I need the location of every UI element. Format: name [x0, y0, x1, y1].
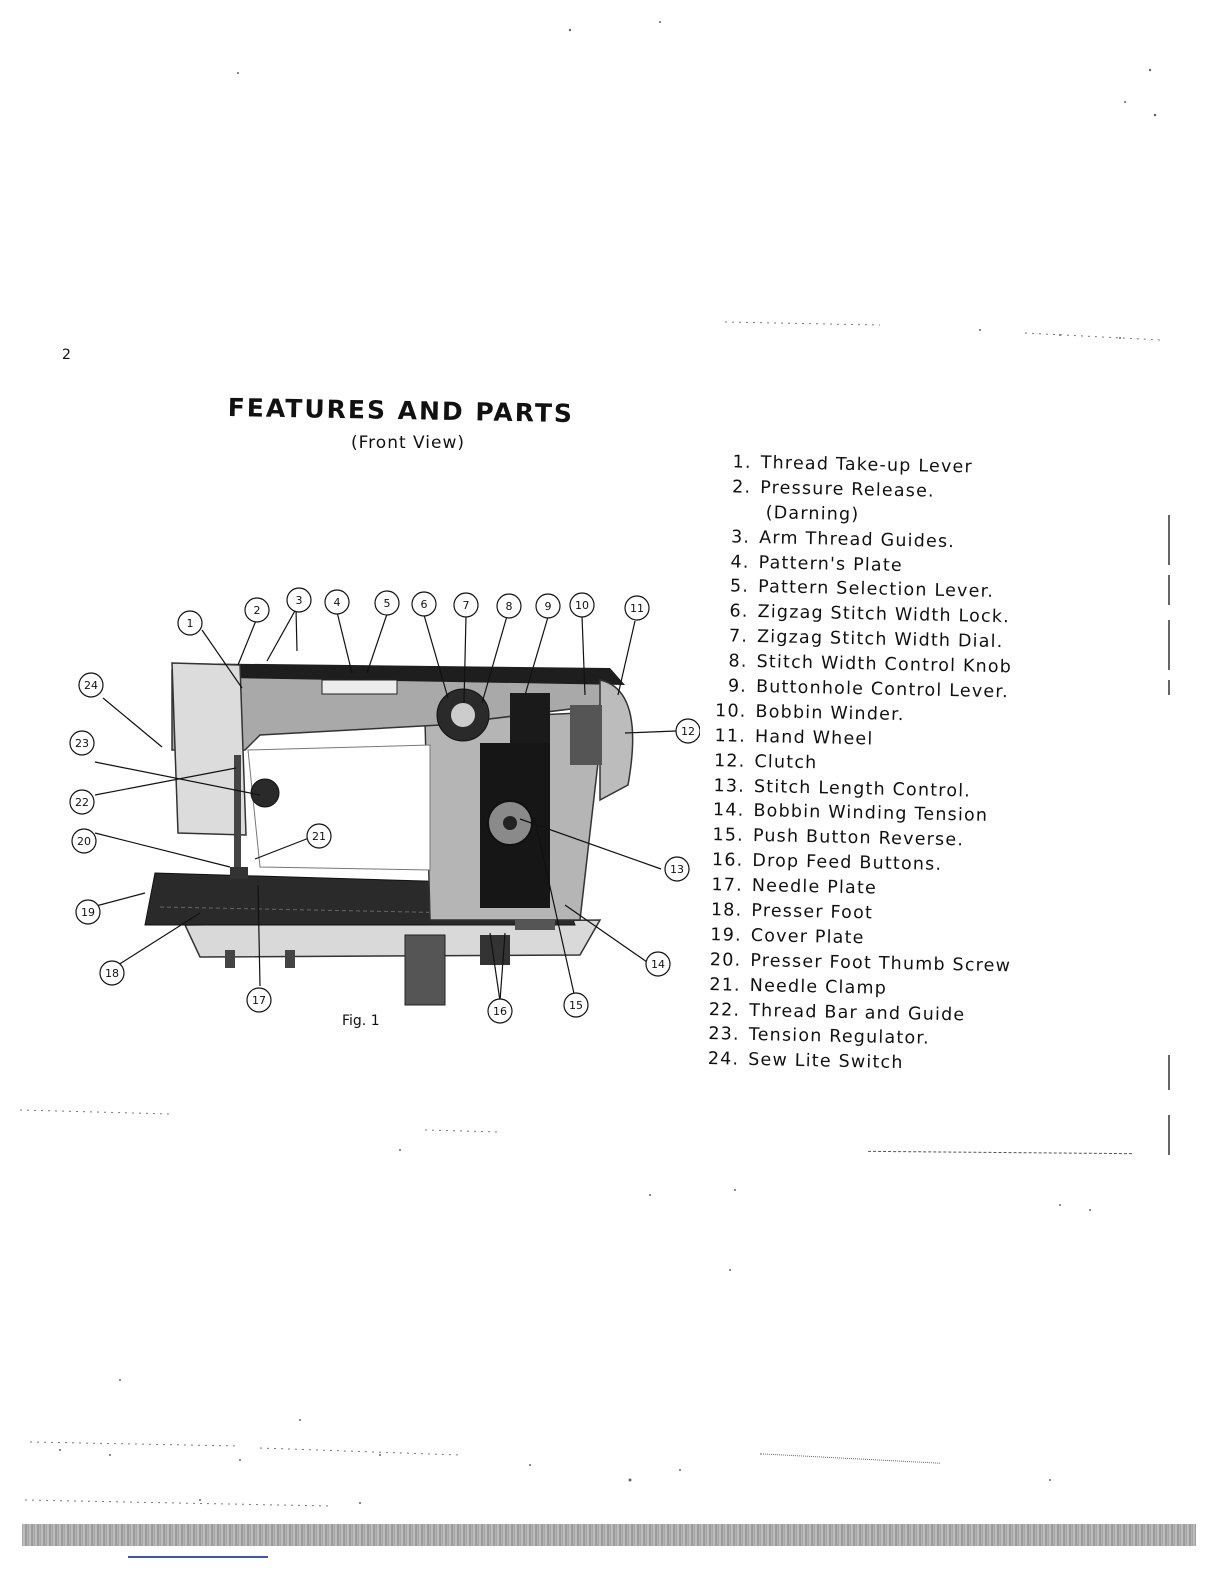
part-number: 11.: [714, 725, 747, 747]
callout-label-8: 8: [505, 600, 513, 613]
part-number: 2.: [731, 477, 752, 498]
part-number: 12.: [713, 750, 746, 772]
part-label: Needle Clamp: [749, 975, 888, 999]
page-number: 2: [62, 347, 71, 363]
callout-label-3: 3: [295, 594, 303, 607]
callout-label-6: 6: [420, 598, 428, 611]
part-label: Clutch: [754, 751, 818, 773]
part-label: Tension Regulator.: [748, 1025, 931, 1050]
part-label: Zigzag Stitch Width Dial.: [756, 627, 1004, 653]
part-number: 23.: [708, 1024, 740, 1046]
scan-edge-line: [128, 1556, 268, 1558]
part-label: Arm Thread Guides.: [758, 527, 956, 552]
part-label: Presser Foot Thumb Screw: [750, 950, 1012, 977]
callout-label-10: 10: [575, 599, 589, 612]
part-number: 6.: [729, 601, 749, 623]
callout-label-12: 12: [681, 725, 695, 738]
callout-label-13: 13: [670, 863, 684, 876]
part-number: 19.: [710, 924, 743, 946]
callout-label-19: 19: [81, 906, 95, 919]
part-number: 10.: [714, 701, 747, 722]
part-number: 9.: [727, 676, 748, 697]
scan-edge-band: [22, 1524, 1196, 1546]
part-label: Stitch Width Control Knob: [756, 652, 1013, 678]
part-sublabel: (Darning): [765, 502, 860, 525]
page-subtitle: (Front View): [351, 433, 466, 453]
callout-label-21: 21: [312, 830, 326, 843]
callout-label-11: 11: [630, 602, 644, 615]
part-label: Push Button Reverse.: [752, 826, 965, 851]
callout-label-7: 7: [462, 599, 470, 612]
part-label: Pattern's Plate: [758, 552, 904, 576]
callout-label-22: 22: [75, 796, 89, 809]
callout-label-2: 2: [253, 604, 261, 617]
margin-marks: [1164, 515, 1174, 1155]
callout-label-24: 24: [84, 679, 98, 692]
part-number: 8.: [728, 651, 748, 672]
part-number: 21.: [709, 974, 742, 996]
callout-label-16: 16: [493, 1005, 507, 1018]
callout-label-23: 23: [75, 737, 89, 750]
part-label: Pressure Release.: [760, 477, 936, 502]
part-number: 20.: [709, 949, 742, 971]
callout-label-17: 17: [252, 994, 266, 1007]
part-label: Bobbin Winder.: [755, 701, 905, 725]
part-label: Hand Wheel: [754, 726, 874, 750]
part-number: 14.: [712, 800, 745, 822]
part-number: 16.: [711, 850, 744, 871]
part-number: 1.: [732, 452, 752, 473]
callout-label-18: 18: [105, 967, 119, 980]
part-label: Needle Plate: [751, 876, 878, 899]
part-number: 4.: [730, 551, 750, 573]
callout-label-5: 5: [383, 597, 391, 610]
part-label: Buttonhole Control Lever.: [755, 676, 1010, 703]
part-label: Stitch Length Control.: [753, 776, 972, 802]
part-number: 24.: [707, 1049, 740, 1071]
figure-caption: Fig. 1: [342, 1013, 380, 1029]
part-number: 5.: [729, 576, 750, 598]
callout-label-9: 9: [544, 600, 552, 613]
part-label: Thread Take-up Lever: [760, 453, 974, 478]
part-number: 17.: [711, 875, 744, 896]
part-number: 7.: [728, 626, 749, 648]
part-label: Presser Foot: [751, 900, 874, 924]
part-number: 3.: [730, 527, 751, 548]
part-label: Drop Feed Buttons.: [752, 851, 943, 876]
part-label: Bobbin Winding Tension: [753, 801, 989, 827]
part-label: Pattern Selection Lever.: [757, 577, 995, 603]
part-label: Sew Lite Switch: [748, 1050, 904, 1074]
page-title: FEATURES AND PARTS: [227, 393, 575, 429]
callout-label-15: 15: [569, 999, 583, 1012]
part-number: 18.: [710, 900, 743, 921]
part-label: Zigzag Stitch Width Lock.: [757, 602, 1011, 628]
callout-label-1: 1: [186, 617, 194, 630]
callout-label-20: 20: [77, 835, 91, 848]
part-number: 13.: [713, 775, 746, 797]
part-number: 15.: [712, 825, 745, 847]
part-label: Thread Bar and Guide: [749, 1000, 966, 1026]
callout-label-14: 14: [651, 958, 665, 971]
part-number: 22.: [708, 999, 741, 1021]
callout-label-4: 4: [333, 596, 341, 609]
part-label: Cover Plate: [750, 925, 865, 949]
